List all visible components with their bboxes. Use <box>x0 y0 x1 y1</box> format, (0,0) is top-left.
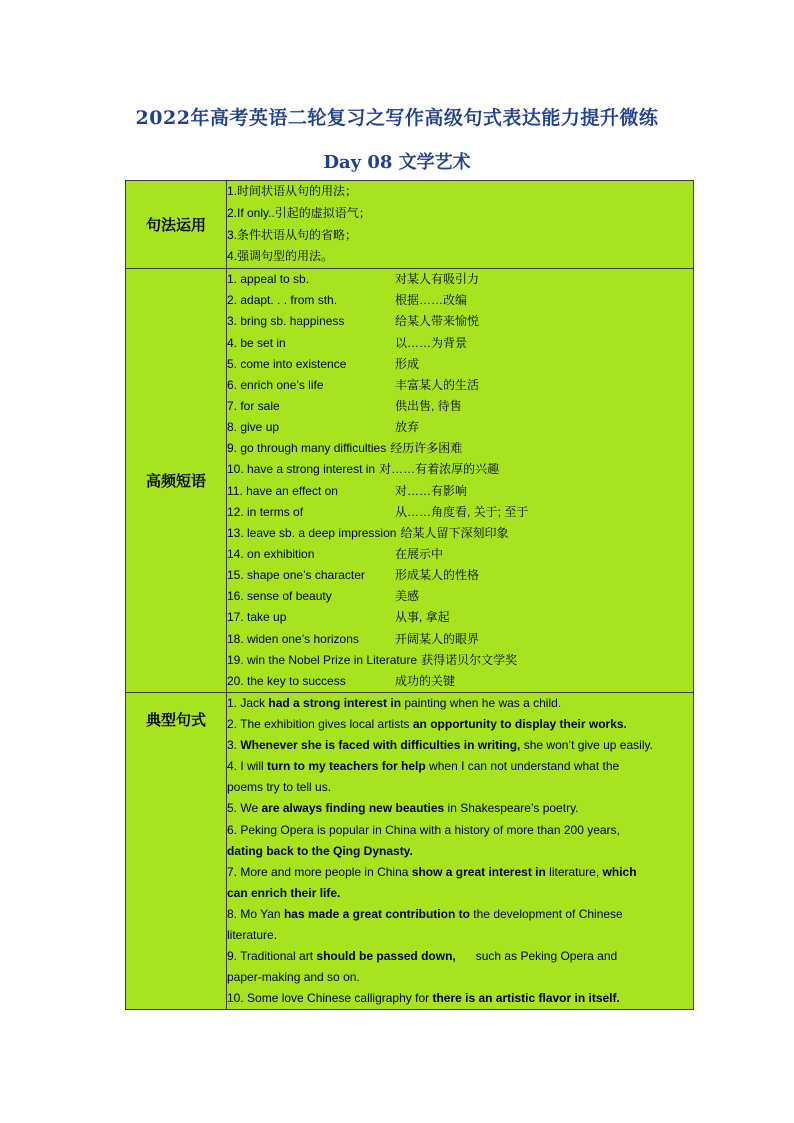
section-sentences-row <box>126 693 694 1010</box>
sentence-line <box>227 820 693 841</box>
phrase-chinese: 对……有影响 <box>395 483 468 498</box>
sentence-highlight: which <box>602 864 637 879</box>
phrase-item <box>227 290 693 311</box>
section-heading <box>126 181 227 269</box>
phrase-english: 13. leave sb. a deep impression <box>227 525 397 540</box>
phrase-item <box>227 438 693 459</box>
sentence-line <box>227 777 693 798</box>
phrase-item <box>227 375 693 396</box>
sentence-line <box>227 946 693 967</box>
phrase-item <box>227 523 693 544</box>
phrase-english: 11. have an effect on <box>227 483 338 498</box>
phrase-english: 18. widen one’s horizons <box>227 631 359 646</box>
sentence-text: 7. More and more people in China <box>227 864 412 879</box>
phrase-chinese: 成功的关键 <box>395 673 456 688</box>
phrase-item <box>227 544 693 565</box>
sentence-highlight: show a great interest in <box>411 864 546 879</box>
phrase-chinese: 给某人带来愉悦 <box>395 314 480 329</box>
phrase-english: 6. enrich one’s life <box>227 377 324 392</box>
phrase-chinese: 从事, 拿起 <box>395 610 450 625</box>
sentence-line <box>227 883 693 904</box>
phrase-item <box>227 607 693 628</box>
phrase-item <box>227 354 693 375</box>
sentence-highlight: dating back to the Qing Dynasty. <box>227 843 413 858</box>
sentence-text: 3. <box>227 738 241 753</box>
phrase-english: 4. be set in <box>227 335 286 350</box>
phrase-chinese: 在展示中 <box>395 547 444 562</box>
sentence-text: painting when he was a child. <box>401 696 562 710</box>
sentence-text: 6. Peking Opera is popular in China with a history of more than 200 years, <box>227 822 620 837</box>
phrase-chinese: 从……角度看, 关于; 至于 <box>395 504 529 519</box>
phrase-item <box>227 333 693 354</box>
sentence-text: 8. Mo Yan <box>227 906 284 921</box>
sentence-line <box>227 862 693 883</box>
phrase-english: 15. shape one’s character <box>227 568 365 583</box>
phrase-english: 3. bring sb. happiness <box>227 314 345 329</box>
sentence-text: paper-making and so on. <box>227 970 360 985</box>
phrase-item <box>227 650 693 671</box>
section-heading <box>126 269 227 693</box>
phrase-item <box>227 311 693 332</box>
phrase-english: 12. in terms of <box>227 504 304 519</box>
phrase-chinese: 以……为背景 <box>395 335 468 350</box>
phrase-item <box>227 481 693 502</box>
phrase-chinese: 供出售, 待售 <box>395 399 462 414</box>
document-subtitle: Day 08 文学艺术 <box>323 152 471 173</box>
sentence-highlight: has made a great contribution to <box>283 906 470 921</box>
phrase-english: 16. sense of beauty <box>227 589 332 604</box>
syntax-list <box>227 181 694 269</box>
sentence-text: she won’t give up easily. <box>520 738 653 753</box>
sentence-line <box>227 904 693 925</box>
section-phrases-row <box>126 269 694 693</box>
sentence-text: 9. Traditional art <box>227 949 317 964</box>
sentence-highlight: are always finding new beauties <box>261 801 445 816</box>
phrase-english: 20. the key to success <box>227 673 346 688</box>
phrase-chinese: 开阔某人的眼界 <box>395 631 480 646</box>
sentence-line <box>227 988 693 1009</box>
sentence-highlight: can enrich their life. <box>227 885 341 900</box>
phrase-english: 1. appeal to sb. <box>227 272 310 287</box>
phrase-chinese: 形成某人的性格 <box>395 568 480 583</box>
sentence-highlight: there is an artistic flavor in itself. <box>432 991 620 1006</box>
phrase-english: 19. win the Nobel Prize in Literature <box>227 652 418 667</box>
phrase-chinese: 美感 <box>395 589 420 604</box>
syntax-item: 4.强调句型的用法。 <box>227 249 334 264</box>
sentence-text: 5. We <box>227 801 262 816</box>
sentence-highlight: turn to my teachers for help <box>267 759 426 774</box>
section-heading-text: 句法运用 <box>145 216 206 235</box>
sentence-text: literature. <box>227 928 278 943</box>
section-heading-text: 高频短语 <box>145 472 206 491</box>
sentence-line <box>227 798 693 819</box>
phrase-chinese: 丰富某人的生活 <box>395 377 480 392</box>
section-syntax-row <box>126 181 694 269</box>
syntax-item: 3.条件状语从句的省略； <box>227 227 358 242</box>
phrase-item <box>227 629 693 650</box>
phrase-chinese: 经历许多困难 <box>390 441 463 456</box>
phrase-english: 2. adapt. . . from sth. <box>227 293 338 308</box>
phrase-english: 8. give up <box>227 420 280 435</box>
phrase-english: 9. go through many difficulties <box>227 441 387 456</box>
phrase-item <box>227 396 693 417</box>
phrase-english: 14. on exhibition <box>227 547 315 562</box>
phrase-item <box>227 417 693 438</box>
phrase-item <box>227 671 693 692</box>
phrase-chinese: 给某人留下深刻印象 <box>400 525 509 540</box>
phrase-list <box>227 269 694 693</box>
phrase-chinese: 对……有着浓厚的兴趣 <box>379 462 500 477</box>
sentence-highlight: had a strong interest in <box>268 696 402 710</box>
sentence-line <box>227 693 693 714</box>
sentence-line <box>227 925 693 946</box>
sentence-highlight: should be passed down, <box>316 949 456 964</box>
sentence-text: 2. The exhibition gives local artists <box>227 717 413 732</box>
sentence-text: in Shakespeare’s poetry. <box>444 801 579 816</box>
phrase-english: 17. take up <box>227 610 287 625</box>
sentence-line <box>227 735 693 756</box>
sentence-line <box>227 841 693 862</box>
sentence-text: 4. I will <box>227 759 268 774</box>
sentence-text: when I can not understand what the <box>425 759 620 774</box>
sentence-list <box>227 693 694 1010</box>
syntax-item: 1.时间状语从句的用法； <box>227 184 358 198</box>
phrase-chinese: 形成 <box>395 356 420 371</box>
phrase-item <box>227 502 693 523</box>
sentence-line <box>227 714 693 735</box>
sentence-text: literature, <box>545 864 603 879</box>
phrase-chinese: 根据……改编 <box>395 293 468 308</box>
phrase-item <box>227 586 693 607</box>
phrase-item <box>227 565 693 586</box>
sentence-text: such as Peking Opera and <box>455 949 618 964</box>
sentence-line <box>227 967 693 988</box>
section-heading-text: 典型句式 <box>145 711 206 729</box>
phrase-item <box>227 459 693 480</box>
phrase-chinese: 放弃 <box>395 420 420 435</box>
sentence-highlight: an opportunity to display their works. <box>412 717 627 732</box>
sentence-text: 10. Some love Chinese calligraphy for <box>227 991 433 1006</box>
phrase-english: 10. have a strong interest in <box>227 462 376 477</box>
phrase-table <box>125 180 694 1010</box>
sentence-highlight: Whenever she is faced with difficulties in writing, <box>240 738 521 753</box>
syntax-item: 2.If only..引起的虚拟语气； <box>227 205 371 220</box>
sentence-text: 1. Jack <box>227 696 269 710</box>
phrase-english: 5. come into existence <box>227 356 347 371</box>
phrase-english: 7. for sale <box>227 399 280 414</box>
document-title: 2022年高考英语二轮复习之写作高级句式表达能力提升微练 <box>135 107 659 129</box>
sentence-text: poems try to tell us. <box>227 780 332 795</box>
sentence-text: the development of Chinese <box>469 906 623 921</box>
phrase-chinese: 对某人有吸引力 <box>395 272 480 287</box>
sentence-line <box>227 756 693 777</box>
phrase-chinese: 获得诺贝尔文学奖 <box>421 652 518 667</box>
phrase-item <box>227 269 693 290</box>
section-heading <box>126 693 227 1010</box>
